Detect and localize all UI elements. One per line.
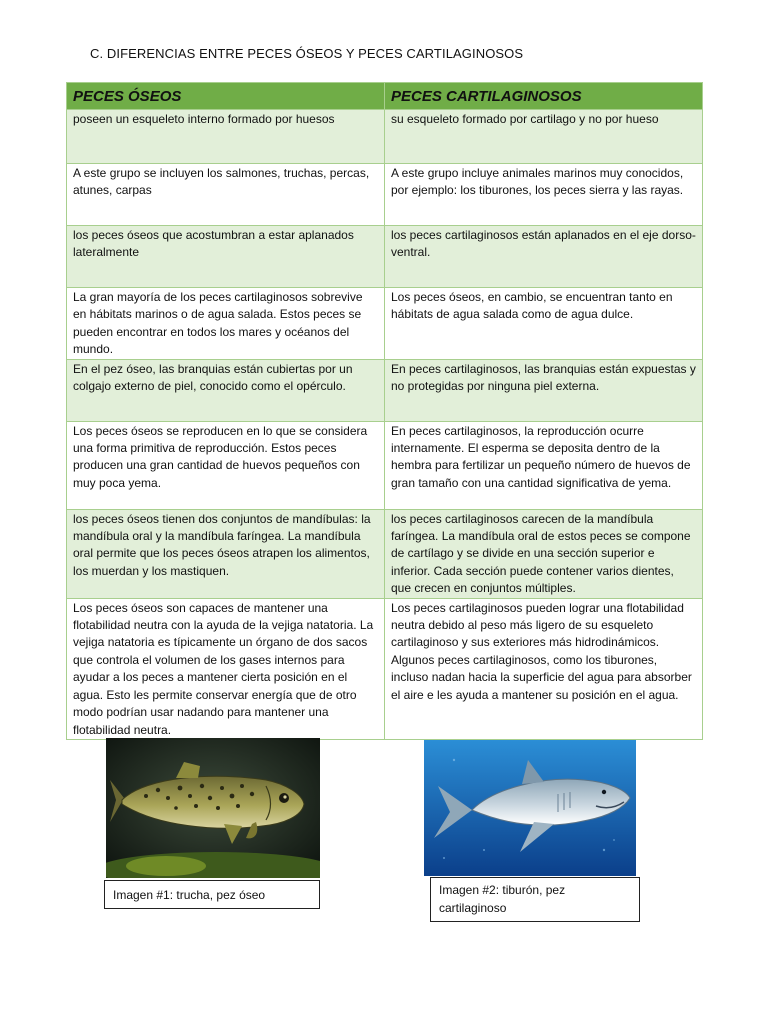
cell-bony: En el pez óseo, las branquias están cubiertas por un colgajo externo de piel, conocido como el opérculo. [67, 359, 385, 421]
shark-photo [424, 740, 636, 876]
cell-cartilaginous: En peces cartilaginosos, las branquias están expuestas y no protegidas por ninguna piel externa. [385, 359, 703, 421]
table-row [67, 226, 703, 288]
header-cartilaginous-fish: PECES CARTILAGINOSOS [385, 83, 703, 110]
cell-cartilaginous: Los peces cartilaginosos pueden lograr una flotabilidad neutra debido al peso más ligero de su esqueleto cartilaginoso y sus exteriores más hidrodinámicos. Algunos peces cartilaginosos, como los tiburones, incluso nadan hacia la superficie del agua para absorber el aire e les ayuda a mantener su posición en el agua. [385, 598, 703, 739]
section-heading: C. DIFERENCIAS ENTRE PECES ÓSEOS Y PECES CARTILAGINOSOS [90, 46, 524, 61]
table-row [67, 421, 703, 509]
cell-cartilaginous: Los peces óseos, en cambio, se encuentran tanto en hábitats de agua salada como de agua dulce. [385, 288, 703, 360]
cell-bony: Los peces óseos se reproducen en lo que se considera una forma primitiva de reproducción. Estos peces producen una gran cantidad de huevos pequeños con muy poca yema. [67, 421, 385, 509]
cell-bony: Los peces óseos son capaces de mantener una flotabilidad neutra con la ayuda de la vejiga natatoria. La vejiga natatoria es típicamente un órgano de dos sacos que controla el volumen de los gases internos para ayudar a los peces a mantener cierta posición en el agua. Esto les permite conservar energía que de otro modo podrían usar nadando para mantener una flotabilidad neutra. [67, 598, 385, 739]
table-row [67, 288, 703, 360]
cell-cartilaginous: En peces cartilaginosos, la reproducción ocurre internamente. El esperma se deposita dentro de la hembra para fertilizar un pequeño número de huevos de gran tamaño con una cantidad significativa de yema. [385, 421, 703, 509]
cell-cartilaginous: A este grupo incluye animales marinos muy conocidos, por ejemplo: los tiburones, los peces sierra y las rayas. [385, 164, 703, 226]
cell-bony: los peces óseos tienen dos conjuntos de mandíbulas: la mandíbula oral y la mandíbula faríngea. La mandíbula oral permite que los peces óseos atrapen los alimentos, los muerdan y los mastiquen. [67, 509, 385, 598]
cell-cartilaginous: los peces cartilaginosos están aplanados en el eje dorso-ventral. [385, 226, 703, 288]
trout-photo [106, 738, 320, 878]
trout-illustration [106, 738, 320, 878]
table-row [67, 598, 703, 739]
cell-bony: A este grupo se incluyen los salmones, truchas, percas, atunes, carpas [67, 164, 385, 226]
table-header-row [67, 83, 703, 110]
cell-cartilaginous: los peces cartilaginosos carecen de la mandíbula faríngea. La mandíbula oral de estos peces se compone de cartílago y se divide en una sección superior e inferior. Cada sección puede contener varios dientes, que crecen en conjuntos múltiples. [385, 509, 703, 598]
table-row [67, 110, 703, 164]
header-bony-fish: PECES ÓSEOS [67, 83, 385, 110]
table-row [67, 359, 703, 421]
comparison-table [66, 82, 703, 740]
shark-illustration [424, 740, 636, 876]
cell-cartilaginous: su esqueleto formado por cartilago y no por hueso [385, 110, 703, 164]
figure-caption: Imagen #2: tiburón, pez cartilaginoso [430, 877, 640, 922]
cell-bony: La gran mayoría de los peces cartilaginosos sobrevive en hábitats marinos o de agua salada. Estos peces se pueden encontrar en todos los mares y océanos del mundo. [67, 288, 385, 360]
table-row [67, 164, 703, 226]
figure-caption: Imagen #1: trucha, pez óseo [104, 880, 320, 909]
table-row [67, 509, 703, 598]
cell-bony: los peces óseos que acostumbran a estar aplanados lateralmente [67, 226, 385, 288]
cell-bony: poseen un esqueleto interno formado por huesos [67, 110, 385, 164]
